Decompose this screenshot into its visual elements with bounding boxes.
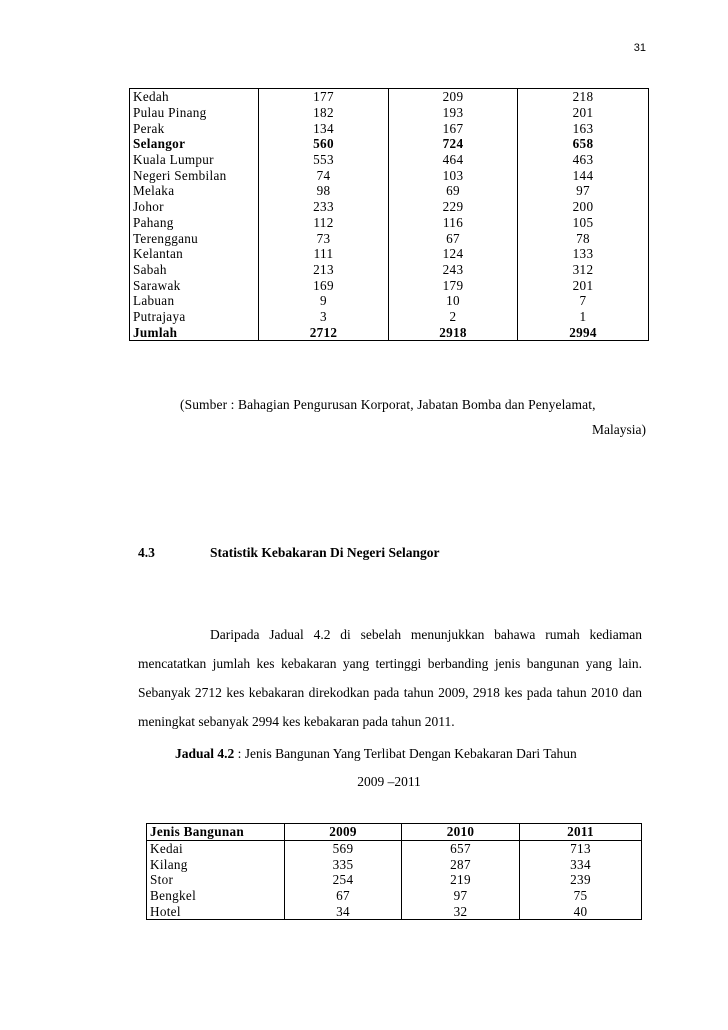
table-row — [130, 309, 649, 325]
value-2010-cell: 179 — [389, 277, 518, 293]
table-row — [147, 856, 642, 872]
value-2009-cell: 134 — [259, 120, 389, 136]
value-2010-cell: 67 — [389, 230, 518, 246]
state-cell: Pahang — [130, 215, 259, 231]
building-type-cell: Kedai — [147, 840, 285, 856]
value-2009-cell: 73 — [259, 230, 389, 246]
value-2011-cell: 105 — [518, 215, 649, 231]
table-row — [130, 324, 649, 340]
table-row — [147, 888, 642, 904]
value-2011-cell: 1 — [518, 309, 649, 325]
state-cell: Pulau Pinang — [130, 105, 259, 121]
value-2011-cell: 658 — [518, 136, 649, 152]
value-2009-cell: 98 — [259, 183, 389, 199]
value-2010-cell: 657 — [402, 840, 520, 856]
building-type-cell: Bengkel — [147, 888, 285, 904]
table-row — [130, 277, 649, 293]
state-cell: Kelantan — [130, 246, 259, 262]
value-2011-cell: 713 — [520, 840, 642, 856]
value-2010-cell: 103 — [389, 167, 518, 183]
table-row — [130, 215, 649, 231]
column-header: 2009 — [285, 824, 402, 841]
state-cell: Terengganu — [130, 230, 259, 246]
building-type-table-body — [147, 824, 642, 920]
state-cell: Sabah — [130, 262, 259, 278]
value-2009-cell: 213 — [259, 262, 389, 278]
building-type-table — [146, 823, 642, 920]
value-2011-cell: 78 — [518, 230, 649, 246]
source-note-line1: (Sumber : Bahagian Pengurusan Korporat, Jabatan Bomba dan Penyelamat, — [180, 397, 596, 412]
body-paragraph-text: Daripada Jadual 4.2 di sebelah menunjukkan bahawa rumah kediaman mencatatkan jumlah kes kebakaran yang tertinggi berbanding jenis bangunan yang lain. Sebanyak 2712 kes kebakaran direkodkan pada tahun 2009, 2918 kes pada tahun 2010 dan meningkat sebanyak 2994 kes kebakaran pada tahun 2011. — [138, 627, 642, 729]
page-number: 31 — [633, 42, 646, 54]
value-2010-cell: 10 — [389, 293, 518, 309]
value-2011-cell: 40 — [520, 903, 642, 919]
value-2011-cell: 2994 — [518, 324, 649, 340]
state-cell: Labuan — [130, 293, 259, 309]
value-2009-cell: 3 — [259, 309, 389, 325]
table-row — [130, 199, 649, 215]
table-row — [130, 136, 649, 152]
value-2010-cell: 2 — [389, 309, 518, 325]
value-2011-cell: 218 — [518, 89, 649, 105]
value-2010-cell: 116 — [389, 215, 518, 231]
state-cell: Negeri Sembilan — [130, 167, 259, 183]
state-cell: Perak — [130, 120, 259, 136]
value-2009-cell: 560 — [259, 136, 389, 152]
column-header: 2011 — [520, 824, 642, 841]
value-2009-cell: 111 — [259, 246, 389, 262]
value-2010-cell: 464 — [389, 152, 518, 168]
value-2009-cell: 74 — [259, 167, 389, 183]
table-row — [130, 183, 649, 199]
value-2010-cell: 219 — [402, 872, 520, 888]
value-2010-cell: 193 — [389, 105, 518, 121]
value-2011-cell: 75 — [520, 888, 642, 904]
section-number: 4.3 — [138, 545, 155, 560]
value-2009-cell: 182 — [259, 105, 389, 121]
state-cell: Johor — [130, 199, 259, 215]
state-cell: Putrajaya — [130, 309, 259, 325]
value-2009-cell: 177 — [259, 89, 389, 105]
value-2009-cell: 169 — [259, 277, 389, 293]
value-2011-cell: 144 — [518, 167, 649, 183]
value-2009-cell: 569 — [285, 840, 402, 856]
value-2011-cell: 201 — [518, 277, 649, 293]
value-2010-cell: 724 — [389, 136, 518, 152]
table-caption-text: : Jenis Bangunan Yang Terlibat Dengan Kebakaran Dari Tahun — [234, 746, 577, 761]
value-2011-cell: 163 — [518, 120, 649, 136]
value-2010-cell: 243 — [389, 262, 518, 278]
value-2010-cell: 124 — [389, 246, 518, 262]
section-title: Statistik Kebakaran Di Negeri Selangor — [210, 545, 440, 560]
value-2009-cell: 9 — [259, 293, 389, 309]
value-2009-cell: 112 — [259, 215, 389, 231]
value-2010-cell: 69 — [389, 183, 518, 199]
table-row — [147, 872, 642, 888]
column-header: 2010 — [402, 824, 520, 841]
value-2009-cell: 233 — [259, 199, 389, 215]
source-note-line2: Malaysia) — [592, 422, 646, 437]
table-row — [147, 840, 642, 856]
table-caption-line2: 2009 –2011 — [357, 774, 421, 789]
table-caption-label: Jadual 4.2 — [175, 746, 235, 761]
value-2010-cell: 229 — [389, 199, 518, 215]
building-type-cell: Stor — [147, 872, 285, 888]
value-2009-cell: 335 — [285, 856, 402, 872]
value-2011-cell: 201 — [518, 105, 649, 121]
building-type-cell: Kilang — [147, 856, 285, 872]
value-2010-cell: 32 — [402, 903, 520, 919]
value-2009-cell: 254 — [285, 872, 402, 888]
table-row — [130, 105, 649, 121]
value-2009-cell: 2712 — [259, 324, 389, 340]
building-type-cell: Hotel — [147, 903, 285, 919]
state-cell: Melaka — [130, 183, 259, 199]
table-row — [130, 262, 649, 278]
table-row — [147, 903, 642, 919]
state-cell: Selangor — [130, 136, 259, 152]
table-row — [130, 246, 649, 262]
state-cell: Jumlah — [130, 324, 259, 340]
value-2009-cell: 34 — [285, 903, 402, 919]
table-row — [130, 152, 649, 168]
state-cell: Kedah — [130, 89, 259, 105]
value-2011-cell: 312 — [518, 262, 649, 278]
value-2011-cell: 200 — [518, 199, 649, 215]
value-2010-cell: 97 — [402, 888, 520, 904]
value-2011-cell: 7 — [518, 293, 649, 309]
table-caption — [175, 746, 577, 762]
body-paragraph — [138, 620, 642, 736]
value-2011-cell: 97 — [518, 183, 649, 199]
state-fire-cases-table-body — [130, 89, 649, 341]
column-header: Jenis Bangunan — [147, 824, 285, 841]
table-row — [130, 230, 649, 246]
value-2009-cell: 67 — [285, 888, 402, 904]
table-row — [130, 167, 649, 183]
state-cell: Sarawak — [130, 277, 259, 293]
state-fire-cases-table — [129, 88, 649, 341]
value-2010-cell: 2918 — [389, 324, 518, 340]
table-header-row — [147, 824, 642, 841]
value-2011-cell: 133 — [518, 246, 649, 262]
value-2009-cell: 553 — [259, 152, 389, 168]
table-row — [130, 293, 649, 309]
value-2010-cell: 209 — [389, 89, 518, 105]
table-row — [130, 120, 649, 136]
value-2010-cell: 167 — [389, 120, 518, 136]
table-row — [130, 89, 649, 105]
value-2011-cell: 239 — [520, 872, 642, 888]
value-2011-cell: 463 — [518, 152, 649, 168]
value-2011-cell: 334 — [520, 856, 642, 872]
value-2010-cell: 287 — [402, 856, 520, 872]
state-cell: Kuala Lumpur — [130, 152, 259, 168]
